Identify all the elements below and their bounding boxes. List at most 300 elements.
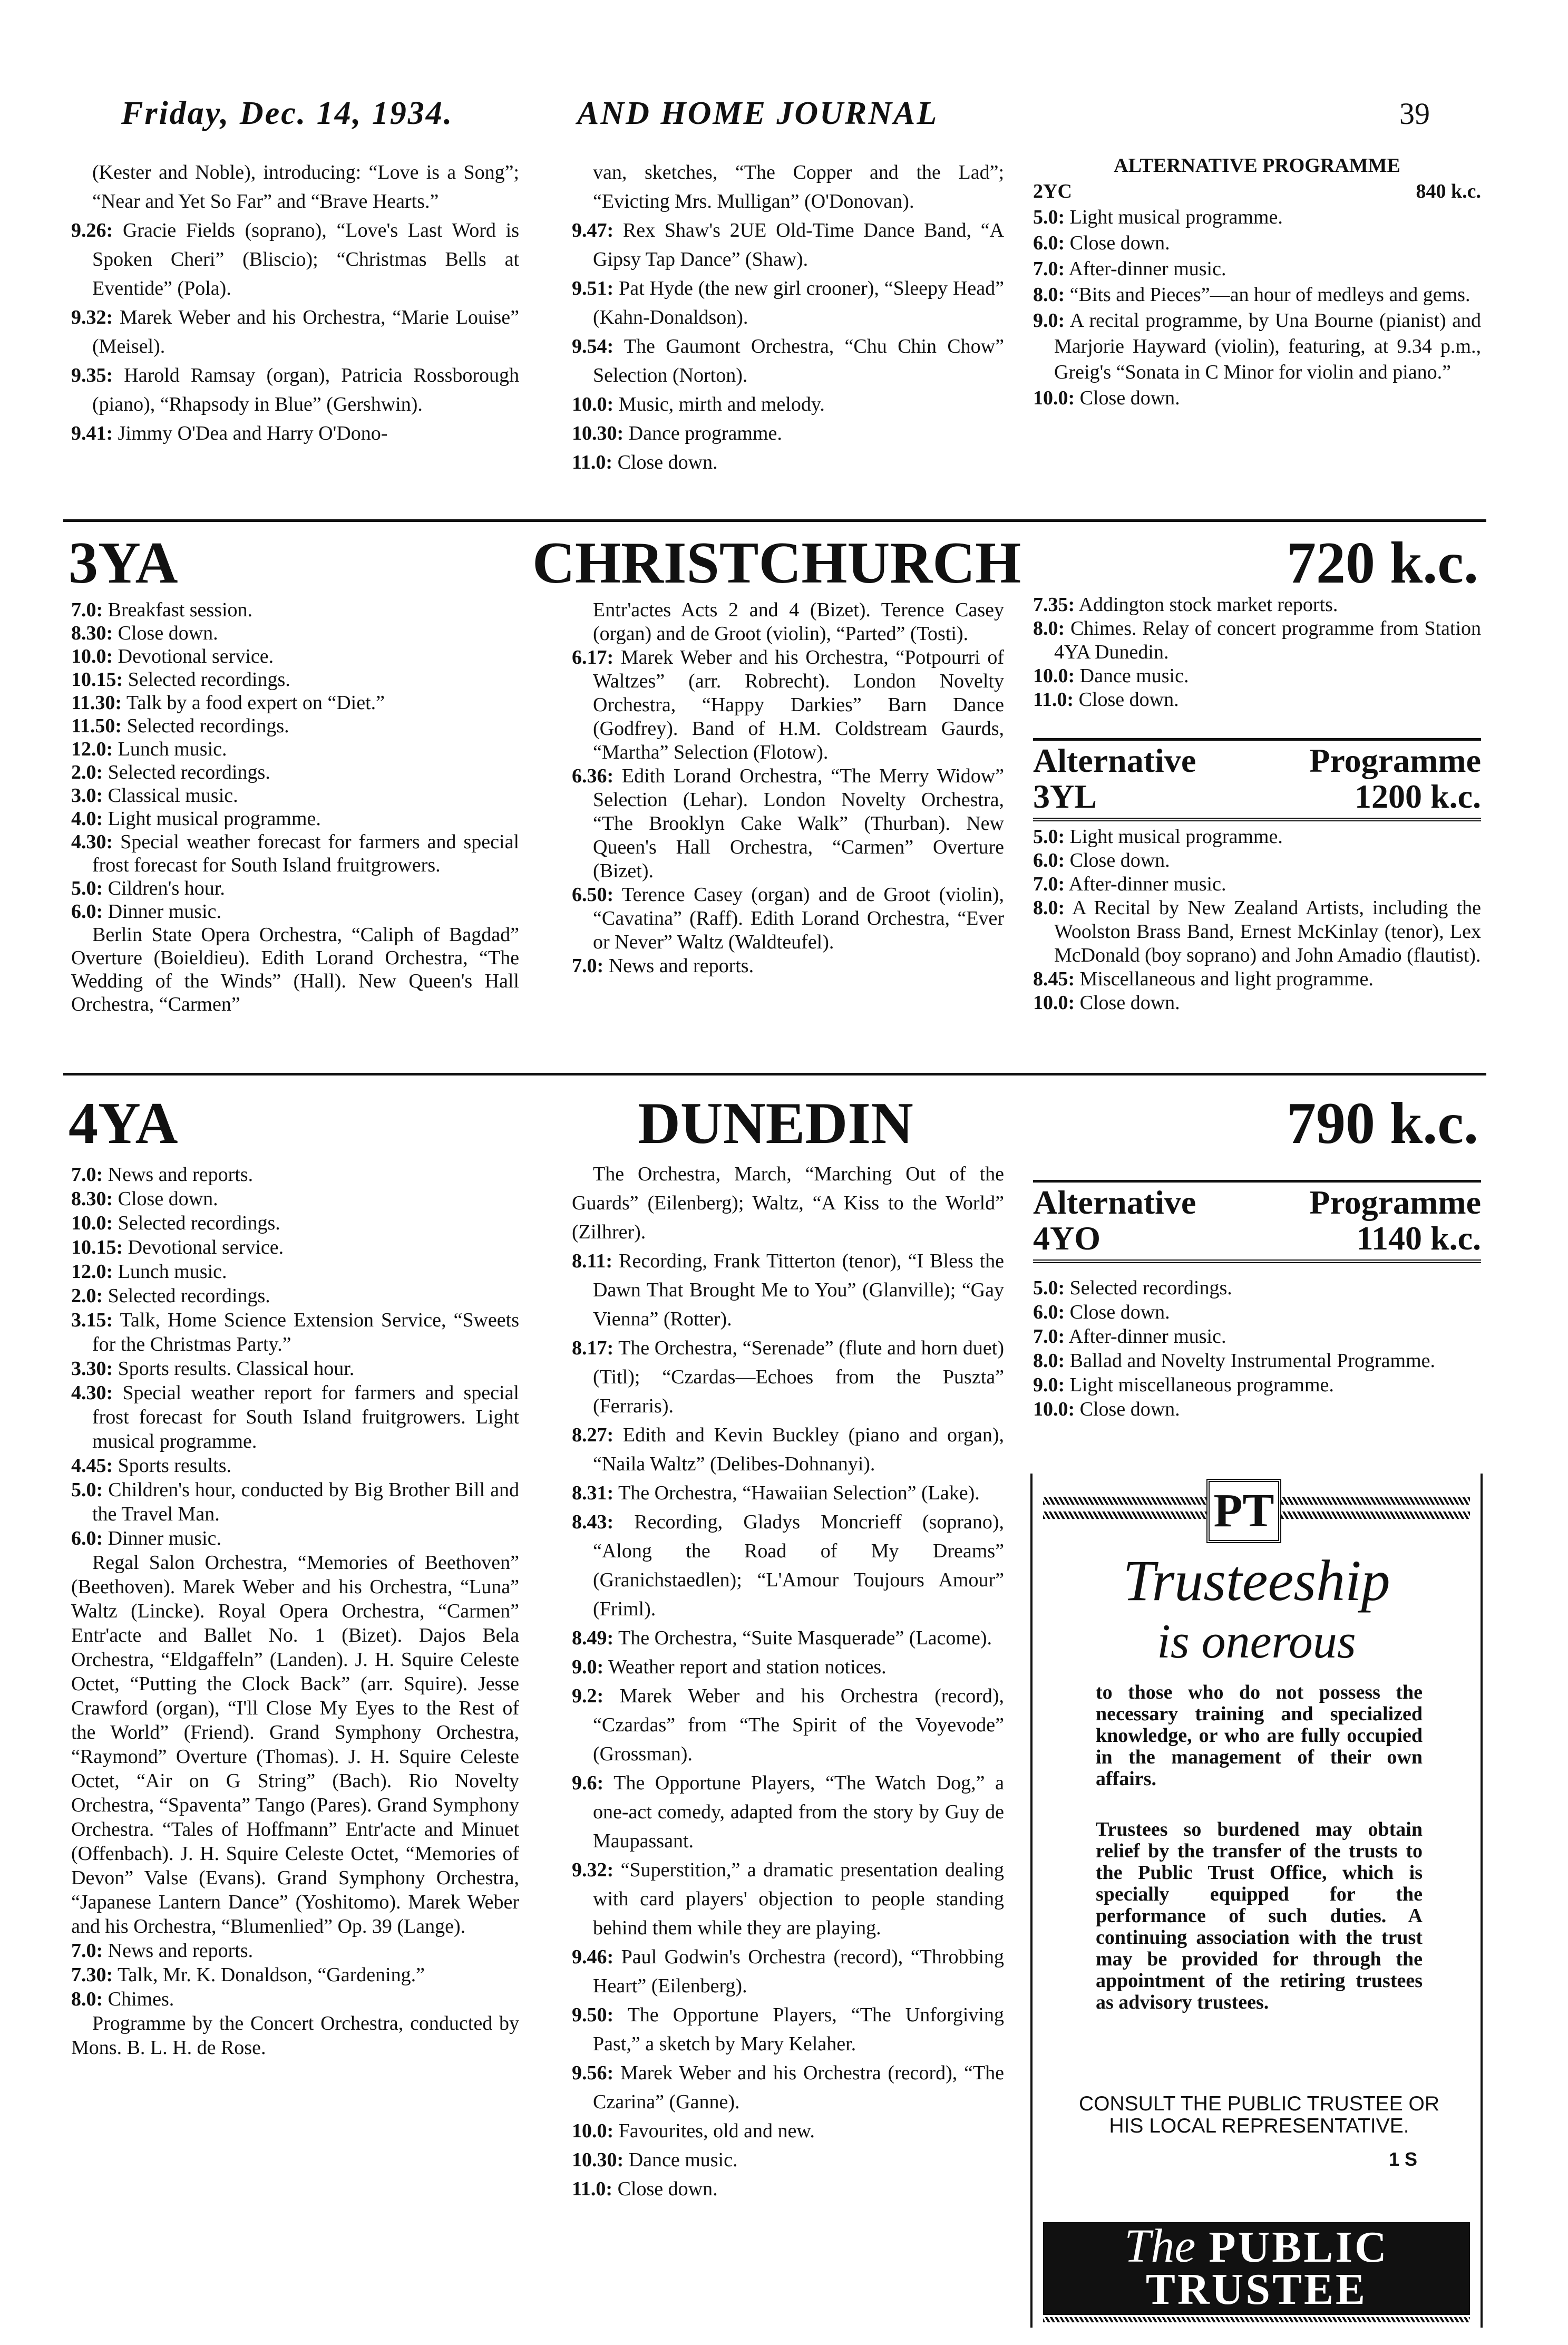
programme-description: Talk, Home Science Extension Service, “Sweets for the Christmas Party.” (92, 1309, 519, 1355)
ad-headline: Trusteeship (1123, 1548, 1390, 1613)
programme-item (1033, 593, 1481, 617)
programme-description: Light miscellaneous programme. (1069, 1374, 1334, 1396)
programme-description: Paul Godwin's Orchestra (record), “Throbbing Heart” (Eilenberg). (593, 1946, 1004, 1997)
station-call: 2YC (1033, 180, 1072, 202)
programme-time: 9.0: (1033, 1374, 1065, 1396)
programme-continuation (71, 923, 519, 1016)
programme-time: 10.0: (71, 1212, 113, 1234)
programme-time: 5.0: (1033, 1277, 1065, 1299)
programme-item (71, 1162, 519, 1187)
alt-label: Alternative (1033, 1184, 1196, 1221)
programme-continuation (572, 158, 1004, 216)
programme-description: Marek Weber and his Orchestra, “Marie Louise” (Meisel). (92, 306, 520, 357)
top-column-1 (71, 158, 519, 448)
programme-item (1033, 896, 1481, 967)
programme-description: Recording, Gladys Moncrieff (soprano), “Along the Road of My Dreams” (Granichstaedlen); “L'Amour Toujours Amour” (Friml). (593, 1511, 1004, 1620)
programme-item (572, 1421, 1004, 1479)
programme-time: 4.30: (71, 1382, 113, 1404)
station-frequency: 1200 k.c. (1355, 778, 1481, 815)
programme-time: 3.30: (71, 1358, 113, 1380)
programme-continuation (71, 158, 519, 216)
programme-time: 8.11: (572, 1250, 613, 1272)
programme-item (572, 646, 1004, 764)
programme-time: 6.0: (1033, 1301, 1065, 1323)
programme-description: Close down. (118, 622, 218, 644)
programme-item (71, 1211, 519, 1235)
programme-item (71, 830, 519, 877)
programme-item (71, 761, 519, 784)
ad-subheadline: is onerous (1157, 1614, 1356, 1668)
programme-item (572, 764, 1004, 883)
programme-description: Close down. (1078, 689, 1179, 711)
programme-item (71, 1308, 519, 1356)
programme-time: 12.0: (71, 1261, 113, 1283)
programme-description: The Orchestra, March, “Marching Out of the Guards” (Eilenberg); Waltz, “A Kiss to the World” (Zilhrer). (572, 1163, 1004, 1243)
programme-item (71, 645, 519, 668)
programme-description: Dinner music. (108, 900, 221, 923)
programme-time: 10.0: (572, 2120, 614, 2142)
brand-the: The (1124, 2220, 1196, 2272)
programme-description: Regal Salon Orchestra, “Memories of Beethoven” (Beethoven). Marek Weber and his Orchestra, “Luna” Waltz (Lincke). Royal Opera Orchestra, “Carmen” Entr'acte and Ballet No. 1 (Bizet). Dajos Bela Orchestra, “Eldgaffeln” (Landen). J. H. Squire Celeste Octet, “Putting the Clock Back” (arr. Squire). Jesse Crawford (organ), “I'll Close My Eyes to the Rest of the World” (Friend). Grand Symphony Orchestra, “Raymond” Overture (Thomas). J. H. Squire Celeste Octet, “Air on G String” (Bach). Rio Novelty Orchestra, “Spaventa” Tango (Pares). Grand Symphony Orchestra. “Tales of Hoffmann” Entr'acte and Minuet (Offenbach). J. H. Squire Celeste Octet, “Memories of Devon” Valse (Evans). Grand Symphony Orchestra, “Japanese Lantern Dance” (Yoshitomo). Marek Weber and his Orchestra, “Blumenlied” Op. 39 (Lange). (71, 1552, 519, 1937)
programme-item (572, 883, 1004, 954)
ad-call-to-action: CONSULT THE PUBLIC TRUSTEE OR HIS LOCAL REPRESENTATIVE. (1078, 2092, 1440, 2137)
programme-description: Dance programme. (628, 422, 782, 444)
programme-time: 10.30: (572, 2149, 624, 2171)
alt-4yo-box (1033, 1180, 1481, 1263)
programme-continuation (71, 2011, 519, 2060)
programme-description: Selected recordings. (1069, 1277, 1232, 1299)
top-column-2 (572, 158, 1004, 477)
programme-description: Close down. (1069, 849, 1170, 871)
programme-description: Selected recordings. (108, 1285, 270, 1307)
alt-label: Alternative (1033, 742, 1196, 779)
programme-item (1033, 205, 1481, 230)
programme-time: 4.0: (71, 808, 103, 830)
programme-description: Pat Hyde (the new girl crooner), “Sleepy Head” (Kahn-Donaldson). (593, 277, 1004, 328)
programme-item (71, 784, 519, 807)
programme-time: 7.0: (1033, 873, 1065, 895)
public-trustee-logotype (1043, 2222, 1470, 2315)
programme-continuation (572, 598, 1004, 646)
programme-description: Edith Lorand Orchestra, “The Merry Widow” Selection (Lehar). London Novelty Orchestra, “The Brooklyn Cake Walk” (Thurban). New Queen's Hall Orchestra, “Carmen” Overture (Bizet). (593, 765, 1005, 882)
programme-item (71, 714, 519, 738)
programme-item (572, 1943, 1004, 2001)
programme-time: 5.0: (1033, 206, 1065, 228)
programme-time: 10.0: (71, 645, 113, 667)
programme-item (572, 448, 1004, 477)
programme-item (572, 1508, 1004, 1624)
programme-time: 9.51: (572, 277, 614, 299)
programme-item (1033, 282, 1481, 308)
programme-time: 6.0: (1033, 849, 1065, 871)
programme-description: Selected recordings. (108, 761, 270, 783)
station-call: 4YO (1033, 1219, 1100, 1257)
programme-description: Close down. (1079, 1398, 1180, 1420)
public-trust-logo-icon: PT (1206, 1479, 1281, 1543)
programme-item (1033, 967, 1481, 991)
programme-item (572, 1769, 1004, 1856)
programme-time: 12.0: (71, 738, 113, 760)
programme-time: 9.41: (71, 422, 113, 444)
programme-description: After-dinner music. (1068, 873, 1226, 895)
programme-item (71, 1963, 519, 1987)
programme-description: Talk, Mr. K. Donaldson, “Gardening.” (117, 1964, 425, 1986)
programme-item (1033, 1373, 1481, 1397)
ad-paragraph-1: to those who do not possess the necessary training and specialized knowledge, or who are fully occupied in the management of their own affairs. (1096, 1681, 1423, 1790)
programme-time: 3.0: (71, 784, 103, 807)
programme-description: News and reports. (608, 955, 754, 977)
programme-item (1033, 1300, 1481, 1324)
alt-label-programme: Programme (1309, 1184, 1481, 1221)
programme-description: Special weather forecast for farmers and special frost forecast for South Island fruitgrowers. (92, 831, 519, 876)
station-frequency: 840 k.c. (1416, 180, 1481, 202)
programme-description: Rex Shaw's 2UE Old-Time Dance Band, “A Gipsy Tap Dance” (Shaw). (593, 219, 1004, 270)
programme-item (572, 1479, 1004, 1508)
programme-description: Selected recordings. (128, 668, 290, 691)
programme-time: 6.0: (1033, 232, 1065, 254)
programme-time: 6.50: (572, 884, 614, 906)
4ya-column-1 (71, 1162, 519, 2060)
programme-description: Music, mirth and melody. (618, 393, 825, 415)
4ya-column-2 (572, 1160, 1004, 2204)
programme-item (71, 598, 519, 622)
station-frequency: 1140 k.c. (1356, 1219, 1481, 1257)
programme-item (572, 1624, 1004, 1653)
programme-description: The Opportune Players, “The Watch Dog,” a one-act comedy, adapted from the story by Guy de Maupassant. (593, 1772, 1004, 1852)
public-trustee-advertisement (1030, 1474, 1483, 2328)
programme-time: 2.0: (71, 761, 103, 783)
programme-time: 6.0: (71, 900, 103, 923)
programme-time: 9.50: (572, 2004, 614, 2026)
programme-item (1033, 825, 1481, 849)
programme-time: 7.0: (572, 955, 604, 977)
programme-item (572, 2059, 1004, 2117)
programme-time: 9.47: (572, 219, 614, 241)
programme-description: Close down. (617, 451, 718, 473)
programme-description: Cildren's hour. (108, 877, 225, 899)
programme-description: The Gaumont Orchestra, “Chu Chin Chow” Selection (Norton). (593, 335, 1004, 386)
programme-description: Talk by a food expert on “Diet.” (126, 692, 385, 714)
programme-description: Selected recordings. (118, 1212, 280, 1234)
programme-time: 5.0: (1033, 826, 1065, 848)
programme-description: Chimes. (108, 1988, 174, 2010)
programme-time: 9.0: (1033, 309, 1065, 332)
programme-time: 10.0: (1033, 1398, 1075, 1420)
programme-description: Close down. (1069, 1301, 1170, 1323)
programme-description: Close down. (1069, 232, 1170, 254)
programme-time: 10.0: (1033, 387, 1075, 409)
programme-continuation (572, 1160, 1004, 1247)
programme-time: 10.0: (572, 393, 614, 415)
programme-time: 6.36: (572, 765, 614, 787)
programme-time: 11.30: (71, 692, 122, 714)
programme-item (572, 1682, 1004, 1769)
programme-item (1033, 991, 1481, 1015)
programme-description: Dance music. (628, 2149, 738, 2171)
programme-description: News and reports. (108, 1164, 254, 1186)
programme-item (71, 900, 519, 923)
alt-2yc-column (1033, 153, 1481, 411)
programme-item (572, 1856, 1004, 1943)
programme-time: 9.35: (71, 364, 113, 386)
programme-time: 8.31: (572, 1482, 614, 1504)
programme-time: 7.30: (71, 1964, 113, 1986)
programme-time: 10.15: (71, 668, 123, 691)
programme-time: 8.30: (71, 622, 113, 644)
programme-description: Lunch music. (118, 1261, 227, 1283)
programme-time: 4.45: (71, 1455, 113, 1477)
programme-description: Terence Casey (organ) and de Groot (violin), “Cavatina” (Raff). Edith Lorand Orchestra, “Ever or Never” Waltz (Waldteufel). (593, 884, 1004, 953)
alt-4yo-list (1033, 1276, 1481, 1421)
programme-description: Close down. (617, 2178, 718, 2200)
programme-item (71, 361, 519, 419)
programme-description: Weather report and station notices. (608, 1656, 887, 1678)
programme-time: 7.0: (71, 599, 103, 621)
programme-description: Miscellaneous and light programme. (1079, 968, 1374, 990)
programme-time: 8.30: (71, 1188, 113, 1210)
section-divider (63, 519, 1486, 522)
programme-item (1033, 385, 1481, 411)
programme-description: Jimmy O'Dea and Harry O'Dono- (118, 422, 388, 444)
programme-item (572, 1334, 1004, 1421)
programme-item (71, 1453, 519, 1478)
programme-description: van, sketches, “The Copper and the Lad”; “Evicting Mrs. Mulligan” (O'Donovan). (593, 161, 1004, 212)
programme-description: Programme by the Concert Orchestra, conducted by Mons. B. L. H. de Rose. (71, 2012, 519, 2059)
programme-time: 9.32: (572, 1859, 614, 1881)
programme-description: Recording, Frank Titterton (tenor), “I Bless the Dawn That Brought Me to You” (Glanville); “Gay Vienna” (Rotter). (593, 1250, 1005, 1330)
programme-time: 9.2: (572, 1685, 604, 1707)
3ya-column-1 (71, 598, 519, 1016)
programme-description: Devotional service. (128, 1236, 284, 1258)
programme-time: 8.45: (1033, 968, 1075, 990)
programme-item (572, 274, 1004, 332)
programme-description: Lunch music. (118, 738, 227, 760)
publication-title: AND HOME JOURNAL (577, 95, 939, 131)
programme-time: 11.0: (1033, 689, 1074, 711)
programme-item (71, 1381, 519, 1453)
programme-time: 11.50: (71, 715, 122, 737)
programme-item (71, 1478, 519, 1526)
programme-time: 7.0: (71, 1940, 103, 1962)
programme-item (1033, 664, 1481, 688)
programme-item (71, 1187, 519, 1211)
programme-description: Marek Weber and his Orchestra, “Potpourri of Waltzes” (arr. Robrecht). London Novelty Orchestra, “Happy Darkies” Barn Dance (Godfrey). Band of H.M. Coldstream Gaurds, “Martha” Selection (Flotow). (593, 646, 1005, 763)
programme-description: (Kester and Noble), introducing: “Love is a Song”; “Near and Yet So Far” and “Brave Hearts.” (92, 161, 519, 212)
programme-time: 10.15: (71, 1236, 123, 1258)
programme-description: Edith and Kevin Buckley (piano and organ), “Naila Waltz” (Delibes-Dohnanyi). (593, 1424, 1004, 1475)
programme-description: Addington stock market reports. (1078, 594, 1338, 616)
programme-time: 6.0: (71, 1527, 103, 1549)
programme-item (71, 877, 519, 900)
programme-description: “Bits and Pieces”—an hour of medleys and gems. (1069, 284, 1470, 306)
programme-description: Dinner music. (108, 1527, 221, 1549)
programme-time: 10.30: (572, 422, 624, 444)
programme-item (1033, 1397, 1481, 1421)
programme-time: 9.46: (572, 1946, 614, 1968)
programme-description: Ballad and Novelty Instrumental Programme. (1069, 1350, 1435, 1372)
programme-time: 9.56: (572, 2062, 614, 2084)
alt-station-row (1033, 179, 1481, 205)
station-call-3ya: 3YA (69, 530, 178, 596)
programme-item (71, 691, 519, 714)
programme-item (1033, 688, 1481, 712)
programme-description: Harold Ramsay (organ), Patricia Rossborough (piano), “Rhapsody in Blue” (Gershwin). (92, 364, 519, 415)
programme-description: Gracie Fields (soprano), “Love's Last Word is Spoken Cheri” (Bliscio); “Christmas Bells at Eventide” (Pola). (92, 219, 519, 299)
programme-description: Close down. (118, 1188, 218, 1210)
programme-item (572, 1653, 1004, 1682)
ornamental-band (1043, 2317, 1470, 2322)
programme-time: 8.17: (572, 1337, 614, 1359)
programme-description: Entr'actes Acts 2 and 4 (Bizet). Terence Casey (organ) and de Groot (violin), “Parted” (Tosti). (593, 599, 1004, 645)
programme-item (572, 2001, 1004, 2059)
programme-description: Sports results. (118, 1455, 232, 1477)
programme-description: The Orchestra, “Suite Masquerade” (Lacome). (618, 1627, 992, 1649)
programme-item (1033, 849, 1481, 873)
programme-item (71, 738, 519, 761)
programme-item (71, 1284, 519, 1308)
programme-item (71, 216, 519, 303)
programme-description: Dance music. (1079, 665, 1189, 687)
programme-item (71, 419, 519, 448)
programme-time: 4.30: (71, 831, 113, 853)
programme-description: Marek Weber and his Orchestra (record), “The Czarina” (Ganne). (593, 2062, 1004, 2113)
programme-time: 5.0: (71, 1479, 103, 1501)
programme-description: Berlin State Opera Orchestra, “Caliph of Bagdad” Overture (Boieldieu). Edith Lorand Orchestra, “The Wedding of the Winds” (Hall). New Queen's Hall Orchestra, “Carmen” (71, 924, 519, 1015)
programme-item (572, 2146, 1004, 2175)
alt-2yc-list (1033, 205, 1481, 411)
programme-description: Selected recordings. (126, 715, 289, 737)
page-number: 39 (1399, 96, 1430, 131)
programme-time: 11.0: (572, 2178, 613, 2200)
programme-description: Devotional service. (118, 645, 274, 667)
programme-item (1033, 1349, 1481, 1373)
programme-item (572, 954, 1004, 978)
programme-description: After-dinner music. (1068, 258, 1226, 280)
programme-time: 6.17: (572, 646, 614, 668)
programme-description: Classical music. (108, 784, 238, 807)
programme-description: Chimes. Relay of concert programme from Station 4YA Dunedin. (1054, 617, 1481, 663)
station-city-christchurch: CHRISTCHURCH (532, 530, 1021, 596)
programme-time: 9.6: (572, 1772, 604, 1794)
programme-item (572, 2117, 1004, 2146)
station-frequency-3ya: 720 k.c. (1287, 530, 1478, 596)
programme-item (572, 419, 1004, 448)
programme-item (71, 1939, 519, 1963)
programme-time: 8.0: (1033, 617, 1065, 639)
programme-time: 10.0: (1033, 992, 1075, 1014)
programme-description: News and reports. (108, 1940, 254, 1962)
programme-time: 10.0: (1033, 665, 1075, 687)
programme-time: 7.35: (1033, 594, 1075, 616)
programme-item (1033, 1276, 1481, 1300)
programme-item (71, 1235, 519, 1259)
programme-item (71, 1259, 519, 1284)
alt-label-programme: Programme (1309, 742, 1481, 779)
programme-item (1033, 1324, 1481, 1349)
brand-trustee: TRUSTEE (1145, 2265, 1368, 2314)
3ya-column-3 (1033, 593, 1481, 712)
programme-description: Close down. (1079, 387, 1180, 409)
programme-time: 9.26: (71, 219, 113, 241)
programme-description: “Superstition,” a dramatic presentation dealing with card players' objection to people standing behind them while they are playing. (593, 1859, 1005, 1939)
programme-item (1033, 308, 1481, 385)
programme-description: Light musical programme. (1069, 206, 1283, 228)
programme-item (1033, 873, 1481, 896)
station-call-4ya: 4YA (69, 1091, 178, 1156)
section-divider (63, 1073, 1486, 1075)
programme-time: 9.0: (572, 1656, 604, 1678)
programme-time: 8.0: (71, 1988, 103, 2010)
programme-item (572, 2175, 1004, 2204)
programme-time: 8.0: (1033, 897, 1065, 919)
programme-time: 7.0: (1033, 1325, 1065, 1348)
alt-3yl-box (1033, 738, 1481, 821)
programme-description: The Opportune Players, “The Unforgiving Past,” a sketch by Mary Kelaher. (593, 2004, 1004, 2055)
programme-time: 3.15: (71, 1309, 113, 1331)
programme-item (71, 622, 519, 645)
brand-public: PUBLIC (1209, 2223, 1389, 2272)
programme-time: 8.0: (1033, 284, 1065, 306)
programme-description: After-dinner music. (1068, 1325, 1226, 1348)
3ya-column-2 (572, 598, 1004, 978)
programme-item (71, 1356, 519, 1381)
programme-item (71, 303, 519, 361)
programme-item (71, 807, 519, 830)
programme-description: Sports results. Classical hour. (118, 1358, 355, 1380)
station-city-dunedin: DUNEDIN (638, 1091, 913, 1156)
programme-description: A recital programme, by Una Bourne (pianist) and Marjorie Hayward (violin), featuring, at 9.34 p.m., Greig's “Sonata in C Minor for violin and piano.” (1054, 309, 1482, 383)
programme-item (71, 1526, 519, 1551)
programme-item (572, 332, 1004, 390)
programme-time: 7.0: (71, 1164, 103, 1186)
programme-item (71, 668, 519, 691)
programme-time: 8.43: (572, 1511, 614, 1533)
programme-description: The Orchestra, “Hawaiian Selection” (Lake). (618, 1482, 980, 1504)
programme-time: 9.54: (572, 335, 614, 357)
ad-paragraph-2: Trustees so burdened may obtain relief by the transfer of the trusts to the Public Trust Office, which is specially equipped for the performance of such duties. A continuing association with the trust may be provided for through the appointment of the retiring trustees as advisory trustees. (1096, 1818, 1423, 2013)
programme-description: Children's hour, conducted by Big Brother Bill and the Travel Man. (92, 1479, 519, 1525)
programme-description: Light musical programme. (1069, 826, 1283, 848)
ad-code: 1 S (1388, 2148, 1417, 2170)
programme-description: A Recital by New Zealand Artists, including the Woolston Brass Band, Ernest McKinlay (tenor), Lex McDonald (boy soprano) and John Amadio (flautist). (1054, 897, 1481, 966)
alt-3yl-list (1033, 825, 1481, 1015)
programme-description: The Orchestra, “Serenade” (flute and horn duet) (Titl); “Czardas—Echoes from the Puszta” (Ferraris). (593, 1337, 1004, 1417)
programme-description: Marek Weber and his Orchestra (record), “Czardas” from “The Spirit of the Voyevode” (Grossman). (593, 1685, 1004, 1765)
programme-time: 8.49: (572, 1627, 614, 1649)
programme-description: Breakfast session. (108, 599, 253, 621)
programme-description: Light musical programme. (108, 808, 321, 830)
programme-time: 2.0: (71, 1285, 103, 1307)
station-call: 3YL (1033, 778, 1097, 815)
programme-time: 5.0: (71, 877, 103, 899)
programme-item (1033, 230, 1481, 256)
programme-item (71, 1987, 519, 2011)
issue-date: Friday, Dec. 14, 1934. (121, 95, 454, 131)
alt-heading: ALTERNATIVE PROGRAMME (1114, 154, 1400, 177)
programme-item (1033, 256, 1481, 282)
programme-continuation (71, 1551, 519, 1939)
station-frequency-4ya: 790 k.c. (1287, 1091, 1478, 1156)
programme-description: Close down. (1079, 992, 1180, 1014)
programme-description: Special weather report for farmers and special frost forecast for South Island fruitgrowers. Light musical programme. (92, 1382, 519, 1452)
programme-item (572, 216, 1004, 274)
programme-time: 11.0: (572, 451, 613, 473)
programme-time: 8.27: (572, 1424, 614, 1446)
programme-description: Favourites, old and new. (618, 2120, 815, 2142)
programme-time: 9.32: (71, 306, 113, 328)
programme-item (572, 1247, 1004, 1334)
programme-time: 8.0: (1033, 1350, 1065, 1372)
